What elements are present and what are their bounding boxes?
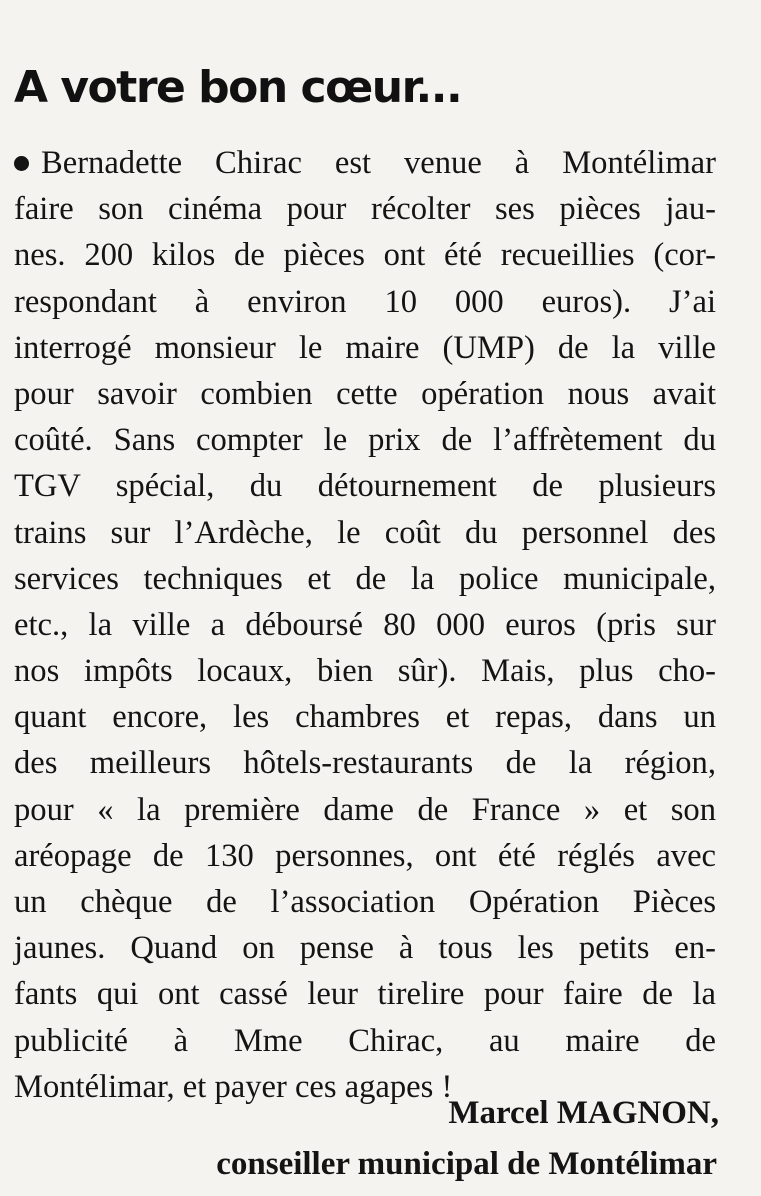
body-line: faire son cinéma pour récolter ses pièces jau- [14, 191, 716, 228]
body-line: trains sur l’Ardèche, le coût du personnel des [14, 514, 716, 551]
body-line: quant encore, les chambres et repas, dans un [14, 699, 716, 736]
body-line: respondant à environ 10 000 euros). J’ai [14, 283, 716, 320]
body-line: etc., la ville a déboursé 80 000 euros (pris sur [14, 606, 716, 643]
author-name: Marcel MAGNON, [448, 1095, 719, 1131]
body-line: interrogé monsieur le maire (UMP) de la ville [14, 329, 716, 366]
headline: A votre bon cœur... [14, 62, 462, 113]
body-line: un chèque de l’association Opération Pièces [14, 884, 716, 920]
body-line: pour savoir combien cette opération nous avait [14, 375, 716, 412]
body-line: pour « la première dame de France » et son [14, 791, 716, 828]
body-line: fants qui ont cassé leur tirelire pour faire de la [14, 976, 716, 1013]
body-line: aréopage de 130 personnes, ont été réglés avec [14, 837, 716, 874]
body-line: Bernadette Chirac est venue à Montélimar [14, 140, 716, 186]
body-line: services techniques et de la police municipale, [14, 560, 716, 597]
body-line: jaunes. Quand on pense à tous les petits en- [14, 930, 716, 967]
body-line: des meilleurs hôtels-restaurants de la région, [14, 745, 716, 782]
body-line: TGV spécial, du détournement de plusieurs [14, 468, 716, 505]
body-line: nes. 200 kilos de pièces ont été recueillies (cor- [14, 237, 716, 274]
author-title: conseiller municipal de Montélimar [216, 1146, 717, 1182]
body-line: coûté. Sans compter le prix de l’affrètement du [14, 422, 716, 459]
body-line: nos impôts locaux, bien sûr). Mais, plus cho- [14, 653, 716, 690]
signature-block [216, 1088, 717, 1190]
letter-body [14, 140, 716, 1110]
bullet-icon [14, 156, 29, 171]
body-line: Montélimar, et payer ces agapes ! [14, 1068, 453, 1105]
body-line: publicité à Mme Chirac, au maire de [14, 1022, 716, 1059]
